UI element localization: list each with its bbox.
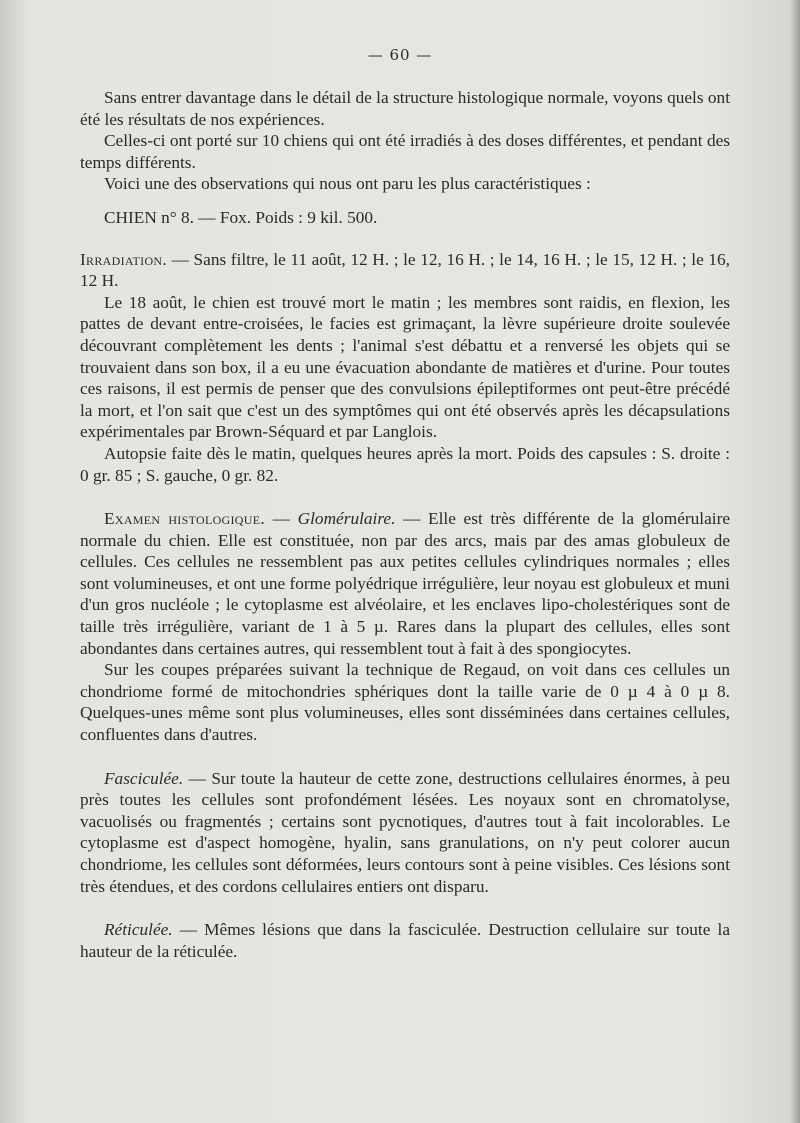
intro-paragraph-3: Voici une des observations qui nous ont paru les plus caractéristiques : [104, 174, 591, 194]
irradiation-label: Irradiation. [80, 249, 168, 269]
reticulee-label: Réticulée. [104, 920, 173, 940]
histology-paragraph [80, 508, 730, 659]
regaud-paragraph: Sur les coupes préparées suivant la technique de Regaud, on voit dans ces cellules un chondriome formé de mitochondries sphériques dont la taille varie de 0 µ 4 à 0 µ 8. Quelques-unes même sont plus volumineuses, elles sont disséminées dans certaines cellules, confluentes dans d'autres. [80, 660, 730, 745]
autopsy-paragraph: Autopsie faite dès le matin, quelques heures après la mort. Poids des capsules : S. droite : 0 gr. 85 ; S. gauche, 0 gr. 82. [80, 443, 730, 485]
irradiation-paragraph [80, 249, 730, 292]
reticulee-paragraph [80, 919, 730, 962]
reticulee-text: — Mêmes lésions que dans la fasciculée. Destruction cellulaire sur toute la hauteur de la réticulée. [80, 920, 730, 961]
fasciculee-label: Fasciculée. [104, 768, 184, 788]
histology-label: Examen histologique. [104, 509, 265, 529]
irradiation-text: — Sans filtre, le 11 août, 12 H. ; le 12, 16 H. ; le 14, 16 H. ; le 15, 12 H. ; le 16, 12 H. [80, 249, 730, 291]
intro-paragraph-1: Sans entrer davantage dans le détail de la structure histologique normale, voyons quels ont été les résultats de nos expériences. [80, 88, 730, 129]
histology-dash: — [265, 509, 298, 529]
death-paragraph: Le 18 août, le chien est trouvé mort le matin ; les membres sont raidis, en flexion, les pattes de devant entre-croisées, le facies est grimaçant, la lèvre supérieure droite soulevée découvrant complètement les dents ; l'animal s'est débattu et a renversé les objets qui se trouvaient dans son box, il a eu une évacuation abondante de matières et d'urine. Pour toutes ces raisons, il est permis de penser que des convulsions épileptiformes ont peut-être précédé la mort, et l'on sait que c'est un des symptômes qui ont été observés après les décapsulations expérimentales par Brown-Séquard et par Langlois. [80, 292, 730, 442]
case-heading: CHIEN n° 8. — Fox. Poids : 9 kil. 500. [104, 207, 378, 227]
fasciculee-text: — Sur toute la hauteur de cette zone, destructions cellulaires énormes, à peu près toutes les cellules sont profondément lésées. Les noyaux sont en chromatolyse, vacuolisés ou fragmentés ; certains sont pycnotiques, d'autres tout à fait incolorables. Le cytoplasme est d'aspect homogène, hyalin, sans granulations, on n'y peut colorer aucun chondriome, les cellules sont déformées, leurs contours sont à peine visibles. Ces lésions sont très étendues, et des cordons cellulaires entiers ont disparu. [80, 768, 730, 896]
body-text [80, 87, 730, 962]
histology-text: — Elle est très différente de la glomérulaire normale du chien. Elle est constituée, non par des arcs, mais par des amas globuleux de cellules. Ces cellules ne ressemblent pas aux petites cellules cylindriques normales ; elles sont volumineuses, et ont une forme polyédrique irrégulière, leur noyau est globuleux et muni d'un gros nucléole ; le cytoplasme est alvéolaire, et les enclaves lipo-cholestériques sont de taille très irrégulière, variant de 1 à 5 µ. Rares dans la plupart des cellules, elles sont abondantes dans certaines autres, qui ressemblent tout à fait à des spongiocytes. [80, 509, 730, 658]
page-number: — 60 — [367, 46, 433, 64]
glomerulaire-label: Glomérulaire. [297, 509, 396, 529]
intro-paragraph-2: Celles-ci ont porté sur 10 chiens qui ont été irradiés à des doses différentes, et pendant des temps différents. [80, 131, 730, 172]
fasciculee-paragraph [80, 768, 730, 898]
